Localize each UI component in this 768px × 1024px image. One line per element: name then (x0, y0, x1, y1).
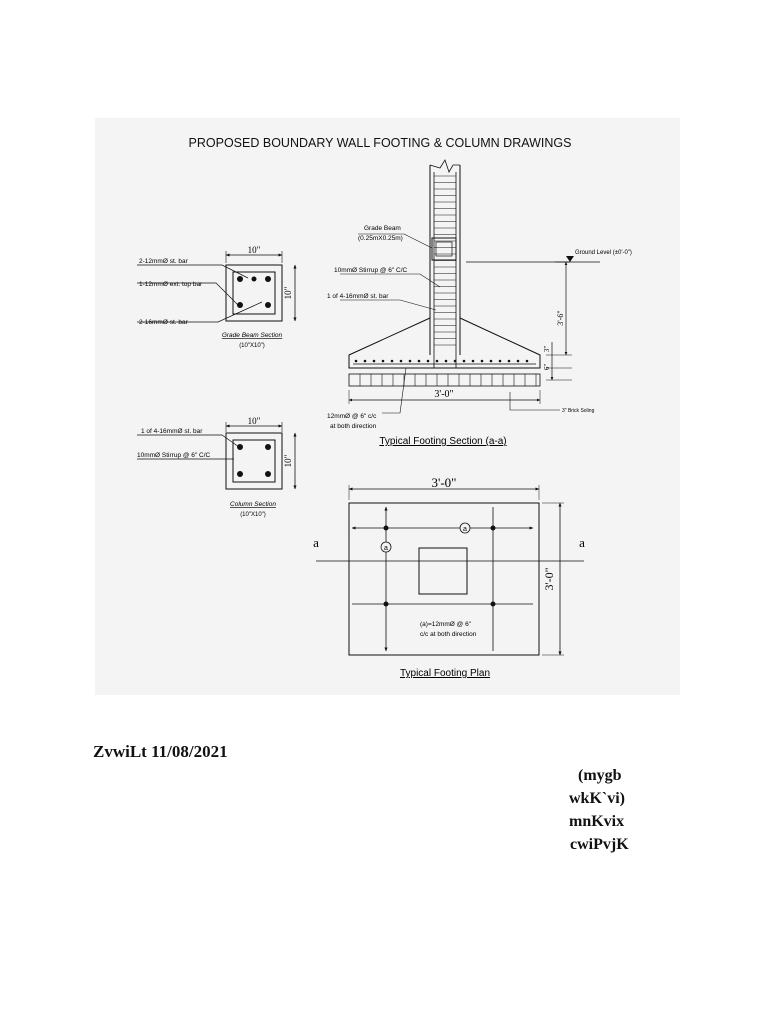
bar-mark-top: a (463, 526, 467, 533)
grade-beam-size-label: (0.25mX0.25m) (358, 235, 403, 242)
dim-depth: 3'-6" (556, 310, 565, 326)
column-bars (237, 444, 271, 477)
column-dim-top: 10" (247, 416, 261, 426)
rebar-note-2: at both direction (330, 423, 377, 430)
rebar-dot (400, 360, 403, 363)
stirrup-label: 10mmØ Stirrup @ 6" C/C (334, 267, 408, 274)
rebar-dot (265, 471, 271, 477)
dim-6: 6" (543, 363, 551, 371)
column-label-stirrup: 10mmØ Stirrup @ 6" C/C (137, 452, 211, 459)
section-mark-left: a (313, 535, 319, 550)
rebar-dot (418, 360, 421, 363)
footing-section-caption: Typical Footing Section (a-a) (379, 436, 507, 447)
footing-rebar-dots (355, 360, 529, 363)
rebar-dot (237, 276, 243, 282)
column-caption: Column Section (230, 501, 276, 508)
rebar-dot (382, 360, 385, 363)
label-top-bars: 2-12mmØ st. bar (139, 258, 188, 265)
rebar-dot (463, 360, 466, 363)
label-bottom-bars: 2-16mmØ st. bar (139, 319, 188, 326)
date-line: ZvwiLt 11/08/2021 (93, 742, 228, 761)
column-label-bar: 1 of 4-16mmØ st. bar (141, 428, 203, 435)
rebar-note-1: 12mmØ @ 6" c/c (327, 413, 377, 420)
rebar-dot (409, 360, 412, 363)
signature-line-4: cwiPvjK (570, 836, 629, 853)
rebar-dot (499, 360, 502, 363)
rebar-dot (265, 276, 271, 282)
rebar-dot (508, 360, 511, 363)
rebar-dot (427, 360, 430, 363)
rebar-dot (391, 360, 394, 363)
rebar-dot (454, 360, 457, 363)
section-mark-right: a (579, 535, 585, 550)
rebar-dot (237, 302, 243, 308)
brick-soling-label: 3" Brick Soling (562, 408, 595, 414)
signature-line-2: wkK`vi) (569, 790, 625, 807)
plan-dim-width: 3'-0" (431, 475, 457, 490)
rebar-dot (490, 360, 493, 363)
rebar-dot (355, 360, 358, 363)
rebar-dot (265, 302, 271, 308)
rebar-dot (237, 444, 243, 450)
rebar-dot (364, 360, 367, 363)
rebar-dot (436, 360, 439, 363)
plan-note-2: c/c at both direction (420, 631, 477, 638)
dim-3: 3" (543, 345, 551, 353)
grade-beam-bars (237, 276, 271, 308)
label-ext-bar: 1-12mmØ ext. top bar (139, 281, 203, 288)
rebar-dot (265, 444, 271, 450)
grade-beam-label: Grade Beam (364, 225, 401, 232)
rebar-dot (481, 360, 484, 363)
column-size: (10"X10") (240, 512, 266, 518)
dim-width: 3'-0" (434, 389, 454, 400)
footing-plan-caption: Typical Footing Plan (399, 668, 491, 679)
brick-joints (360, 374, 536, 386)
bar-mark-left: a (384, 545, 388, 552)
rebar-dot (373, 360, 376, 363)
plan-dim-height: 3'-0" (542, 567, 556, 591)
grade-beam-size: (10"X10") (239, 343, 265, 349)
grade-beam-caption: Grade Beam Section (221, 332, 283, 339)
ground-level-label: Ground Level (±0'-0") (575, 250, 632, 256)
signature-line-3: mnKvix (569, 813, 625, 830)
rebar-dot (472, 360, 475, 363)
rebar-dot (517, 360, 520, 363)
signature-line-1: (mygb (578, 767, 622, 784)
grade-beam-dim-side: 10" (283, 286, 293, 300)
plan-note-1: (a)=12mmØ @ 6" (420, 621, 471, 628)
rebar-dot (445, 360, 448, 363)
rebar-dot (252, 277, 257, 282)
rebar-dot (526, 360, 529, 363)
grade-beam-dim-top: 10" (247, 245, 261, 255)
bar-label: 1 of 4-16mmØ st. bar (327, 293, 389, 300)
stirrup-hatch (434, 176, 456, 345)
rebar-dot (237, 471, 243, 477)
column-dim-side: 10" (283, 454, 293, 468)
drawing-title: PROPOSED BOUNDARY WALL FOOTING & COLUMN DRAWINGS (188, 136, 572, 150)
